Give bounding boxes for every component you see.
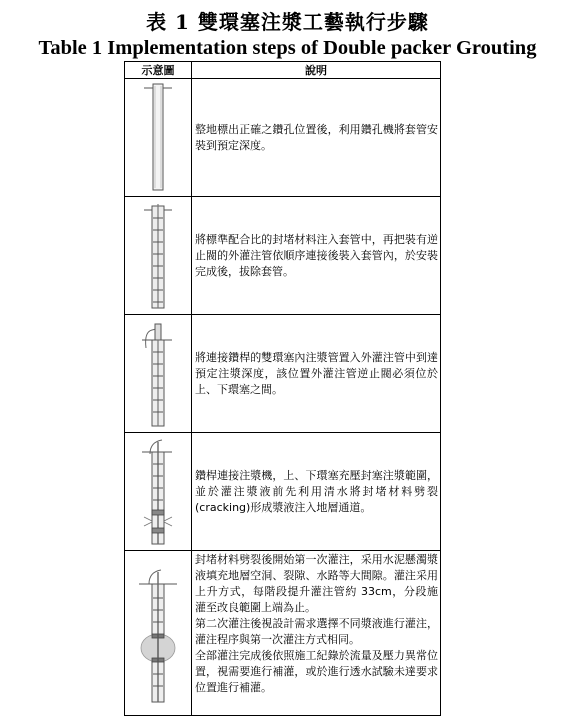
grouting-diagram bbox=[135, 558, 181, 708]
description-cell bbox=[192, 197, 441, 315]
header-description: 說明 bbox=[192, 62, 441, 79]
steps-table bbox=[124, 61, 441, 716]
step-4-text: 鑽桿連接注漿機，上、下環塞充壓封塞注漿範圍，並於灌注漿液前先利用清水將封堵材料劈裂(cracking)形成漿液注入地層通道。 bbox=[195, 468, 438, 514]
diagram-cell bbox=[125, 315, 192, 433]
step-5-text-1: 封堵材料劈裂後開始第一次灌注，采用水泥懸濁漿液填充地層空洞、裂隙、水路等大間隙。灌注采用上升方式，每階段提升灌注管約 33cm，分段施灌至改良範圍上端為止。 bbox=[195, 553, 438, 614]
step-5-text-2: 第二次灌注後視設計需求選擇不同漿液進行灌注，灌注程序與第一次灌注方式相同。 bbox=[195, 617, 438, 646]
description-cell bbox=[192, 315, 441, 433]
table-row bbox=[125, 551, 441, 716]
table-row bbox=[125, 315, 441, 433]
step-3-text: 將連接鑽桿的雙環塞內注漿管置入外灌注管中到達預定注漿深度，該位置外灌注管逆止閥必須位於上、下環塞之間。 bbox=[195, 350, 438, 396]
description-cell bbox=[192, 551, 441, 716]
table-row bbox=[125, 197, 441, 315]
table-title-english: Table 1 Implementation steps of Double packer Grouting bbox=[38, 37, 537, 59]
diagram-cell bbox=[125, 197, 192, 315]
step-5-text-3: 全部灌注完成後依照施工紀錄於流量及壓力異常位置，視需要進行補灌，或於進行透水試驗未達要求位置進行補灌。 bbox=[195, 649, 438, 694]
diagram-cell bbox=[125, 433, 192, 551]
table-header-row bbox=[125, 62, 441, 79]
step-1-text: 整地標出正確之鑽孔位置後，利用鑽孔機將套管安裝到預定深度。 bbox=[195, 122, 438, 152]
casing-install-diagram bbox=[138, 82, 178, 194]
description-cell bbox=[192, 79, 441, 197]
diagram-cell bbox=[125, 79, 192, 197]
header-diagram: 示意圖 bbox=[125, 62, 192, 79]
table-title-chinese: 表 1 雙環塞注漿工藝執行步驟 bbox=[146, 10, 429, 34]
table-row bbox=[125, 79, 441, 197]
step-2-text: 將標準配合比的封堵材料注入套管中，再把裝有逆止閥的外灌注管依順序連接後裝入套管內，於安裝完成後，拔除套管。 bbox=[195, 232, 438, 278]
diagram-cell bbox=[125, 551, 192, 716]
table-row bbox=[125, 433, 441, 551]
description-cell bbox=[192, 433, 441, 551]
packer-inflate-diagram bbox=[138, 436, 178, 548]
packer-insert-diagram bbox=[138, 318, 178, 430]
outer-pipe-install-diagram bbox=[138, 200, 178, 312]
